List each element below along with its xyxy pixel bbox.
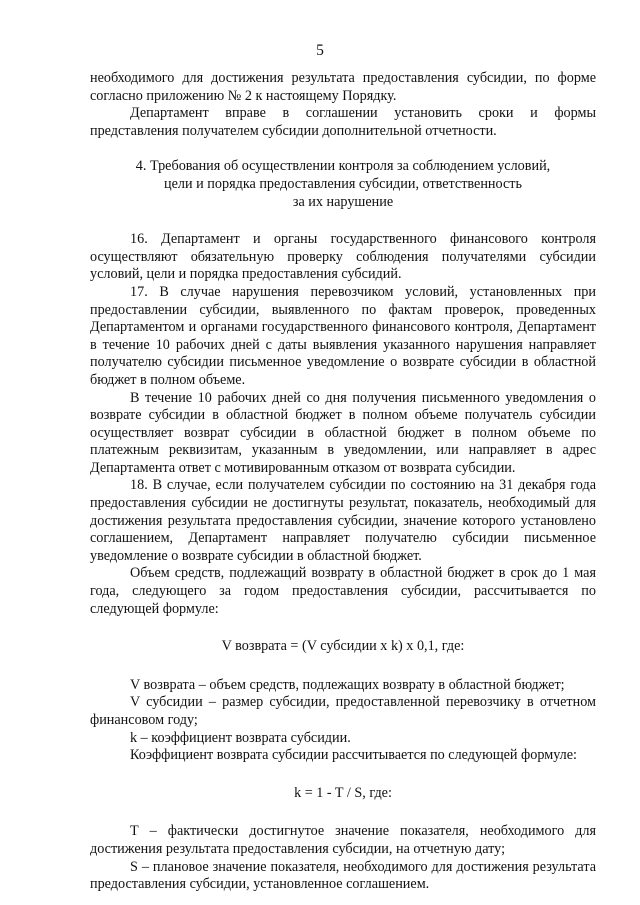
definition-s: S – плановое значение показателя, необходимого для достижения результата предоставления субсидии, установленное соглашением. — [90, 858, 596, 893]
paragraph-additional-reporting: Департамент вправе в соглашении установить сроки и формы представления получателем субсидии дополнительной отчетности. — [90, 105, 596, 139]
section-heading-line: 4. Требования об осуществлении контроля за соблюдением условий, — [135, 158, 551, 175]
paragraph-coefficient-intro: Коэффициент возврата субсидии рассчитывается по следующей формуле: — [130, 747, 577, 764]
formula-coefficient: k = 1 - T / S, где: — [294, 784, 392, 801]
paragraph-18: 18. В случае, если получателем субсидии по состоянию на 31 декабря года предоставления субсидии не достигнуты результат, показатель, необходимый для достижения результата предоставления субсидии, значение которого установлено соглашением, Департамент направляет получателю субсидии письменное уведомление о возврате субсидии в областной бюджет. — [90, 477, 596, 564]
paragraph-intro-continuation: необходимого для достижения результата предоставления субсидии, по форме согласно приложению № 2 к настоящему Порядку. — [90, 70, 596, 104]
paragraph-17: 17. В случае нарушения перевозчиком условий, установленных при предоставлении субсидии, выявленного по фактам проверок, проведенных Департаментом и органами государственного финансового контроля, Департамент в течение 10 рабочих дней с даты выявления указанного нарушения направляет получателю субсидии письменное уведомление о возврате субсидии в областной бюджет в полном объеме. — [90, 283, 596, 388]
definition-v-return: V возврата – объем средств, подлежащих возврату в областной бюджет; — [130, 676, 565, 693]
definition-v-subsidy: V субсидии – размер субсидии, предоставленной перевозчику в отчетном финансовом году; — [90, 694, 596, 728]
section-heading-line: за их нарушение — [292, 193, 394, 210]
page-number: 5 — [316, 42, 324, 59]
paragraph-16: 16. Департамент и органы государственного финансового контроля осуществляют обязательную проверку соблюдения получателями субсидии условий, цели и порядка предоставления субсидий. — [90, 231, 596, 283]
definition-k: k – коэффициент возврата субсидии. — [130, 729, 351, 746]
definition-t: Т – фактически достигнутое значение показателя, необходимого для достижения результата предоставления субсидии, на отчетную дату; — [90, 823, 596, 857]
paragraph-18-amount: Объем средств, подлежащий возврату в областной бюджет в срок до 1 мая года, следующего за годом предоставления субсидии, рассчитывается по следующей формуле: — [90, 565, 596, 617]
document-body — [90, 70, 596, 894]
section-heading — [90, 158, 596, 211]
section-heading-line: цели и порядка предоставления субсидии, ответственность — [164, 175, 522, 192]
formula-return-volume: V возврата = (V субсидии x k) x 0,1, где: — [221, 638, 465, 655]
paragraph-17-return: В течение 10 рабочих дней со дня получения письменного уведомления о возврате субсидии в областной бюджет в полном объеме получатель субсидии осуществляет возврат субсидии в областной бюджет в полном объеме по платежным реквизитам, указанным в уведомлении, или направляет в адрес Департамента ответ с мотивированным отказом от возврата субсидии. — [90, 389, 596, 476]
